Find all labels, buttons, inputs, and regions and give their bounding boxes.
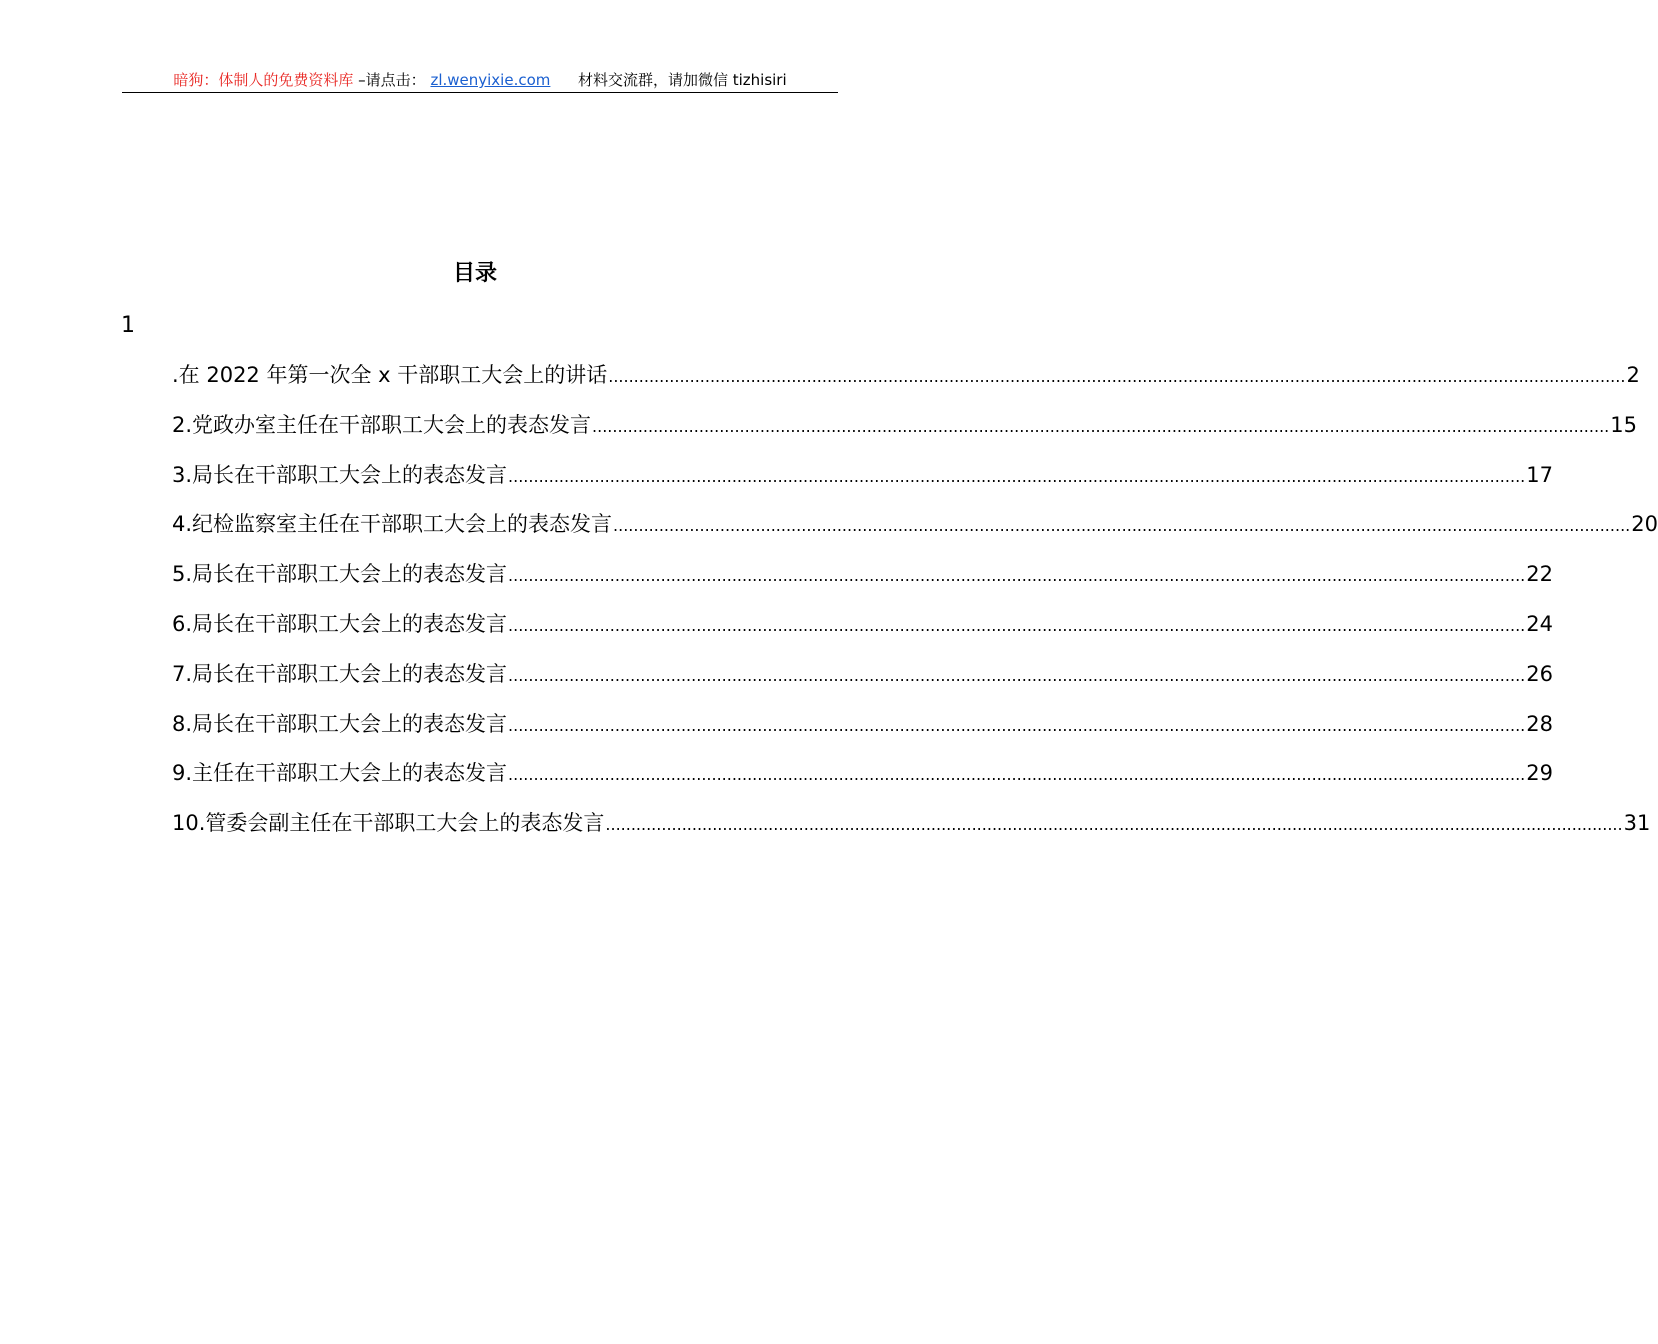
toc-entry-page: 20	[1631, 512, 1658, 537]
toc-entry[interactable]	[172, 358, 1640, 408]
toc-entry-text: 5.局长在干部职工大会上的表态发言	[172, 562, 508, 587]
toc-entry-page: 29	[1526, 761, 1553, 786]
toc-entry[interactable]	[172, 408, 1637, 458]
toc-entry[interactable]	[172, 707, 1553, 757]
toc-entry-text: 3.局长在干部职工大会上的表态发言	[172, 462, 508, 487]
toc-entry-text: 9.主任在干部职工大会上的表态发言	[172, 761, 508, 786]
toc-entry-text: 4.纪检监察室主任在干部职工大会上的表态发言	[172, 512, 613, 537]
toc-entry-page: 26	[1526, 661, 1553, 686]
toc-leader-dots: ........................................................................................................................................................................................................	[508, 715, 1526, 735]
toc-entry-page: 15	[1610, 412, 1637, 437]
toc-leader-dots: ........................................................................................................................................................................................................	[508, 566, 1526, 586]
header-separator: –请点击：	[358, 71, 426, 89]
toc-leader-dots: ........................................................................................................................................................................................................	[508, 466, 1526, 486]
toc-leader-dots: ........................................................................................................................................................................................................	[508, 765, 1526, 785]
toc-entry-page: 28	[1526, 711, 1553, 736]
toc-entry-text: 2.党政办室主任在干部职工大会上的表态发言	[172, 412, 592, 437]
toc-entry[interactable]	[172, 657, 1553, 707]
toc-entry[interactable]	[172, 806, 1651, 856]
toc-entry-text: 6.局长在干部职工大会上的表态发言	[172, 611, 508, 636]
toc-leader-dots: ........................................................................................................................................................................................................	[608, 367, 1626, 386]
toc-leader-dots: ........................................................................................................................................................................................................	[605, 815, 1623, 835]
toc-entry[interactable]	[172, 507, 1658, 557]
toc-entry-page: 31	[1623, 811, 1651, 836]
toc-entry[interactable]	[172, 458, 1553, 508]
toc-leader-dots: ........................................................................................................................................................................................................	[613, 516, 1631, 536]
toc-entry-text: .在 2022 年第一次全 x 干部职工大会上的讲话	[172, 363, 608, 387]
toc-entry-page: 22	[1526, 562, 1553, 587]
toc-entry-text: 10.管委会副主任在干部职工大会上的表态发言	[172, 811, 605, 836]
header-tail: 材料交流群，请加微信 tizhisiri	[577, 71, 787, 89]
toc-entry[interactable]	[172, 557, 1553, 607]
toc-entry-page: 17	[1526, 462, 1553, 487]
toc-leader-dots: ........................................................................................................................................................................................................	[592, 416, 1610, 436]
toc-entry-page: 2	[1626, 363, 1640, 387]
toc-list	[172, 358, 1658, 856]
header-link[interactable]: zl.wenyixie.com	[430, 71, 551, 89]
toc-entry[interactable]	[172, 607, 1553, 657]
toc-leader-dots: ........................................................................................................................................................................................................	[508, 615, 1526, 635]
header-brand: 暗狗：体制人的免费资料库	[173, 71, 354, 89]
toc-entry-text: 7.局长在干部职工大会上的表态发言	[172, 661, 508, 686]
toc-number-marker: 1	[121, 313, 135, 338]
toc-entry[interactable]	[172, 756, 1553, 806]
toc-entry-page: 24	[1526, 611, 1553, 636]
toc-title: 目录	[452, 261, 497, 286]
toc-leader-dots: ........................................................................................................................................................................................................	[508, 665, 1526, 685]
page-header	[122, 70, 838, 93]
toc-entry-text: 8.局长在干部职工大会上的表态发言	[172, 711, 508, 736]
